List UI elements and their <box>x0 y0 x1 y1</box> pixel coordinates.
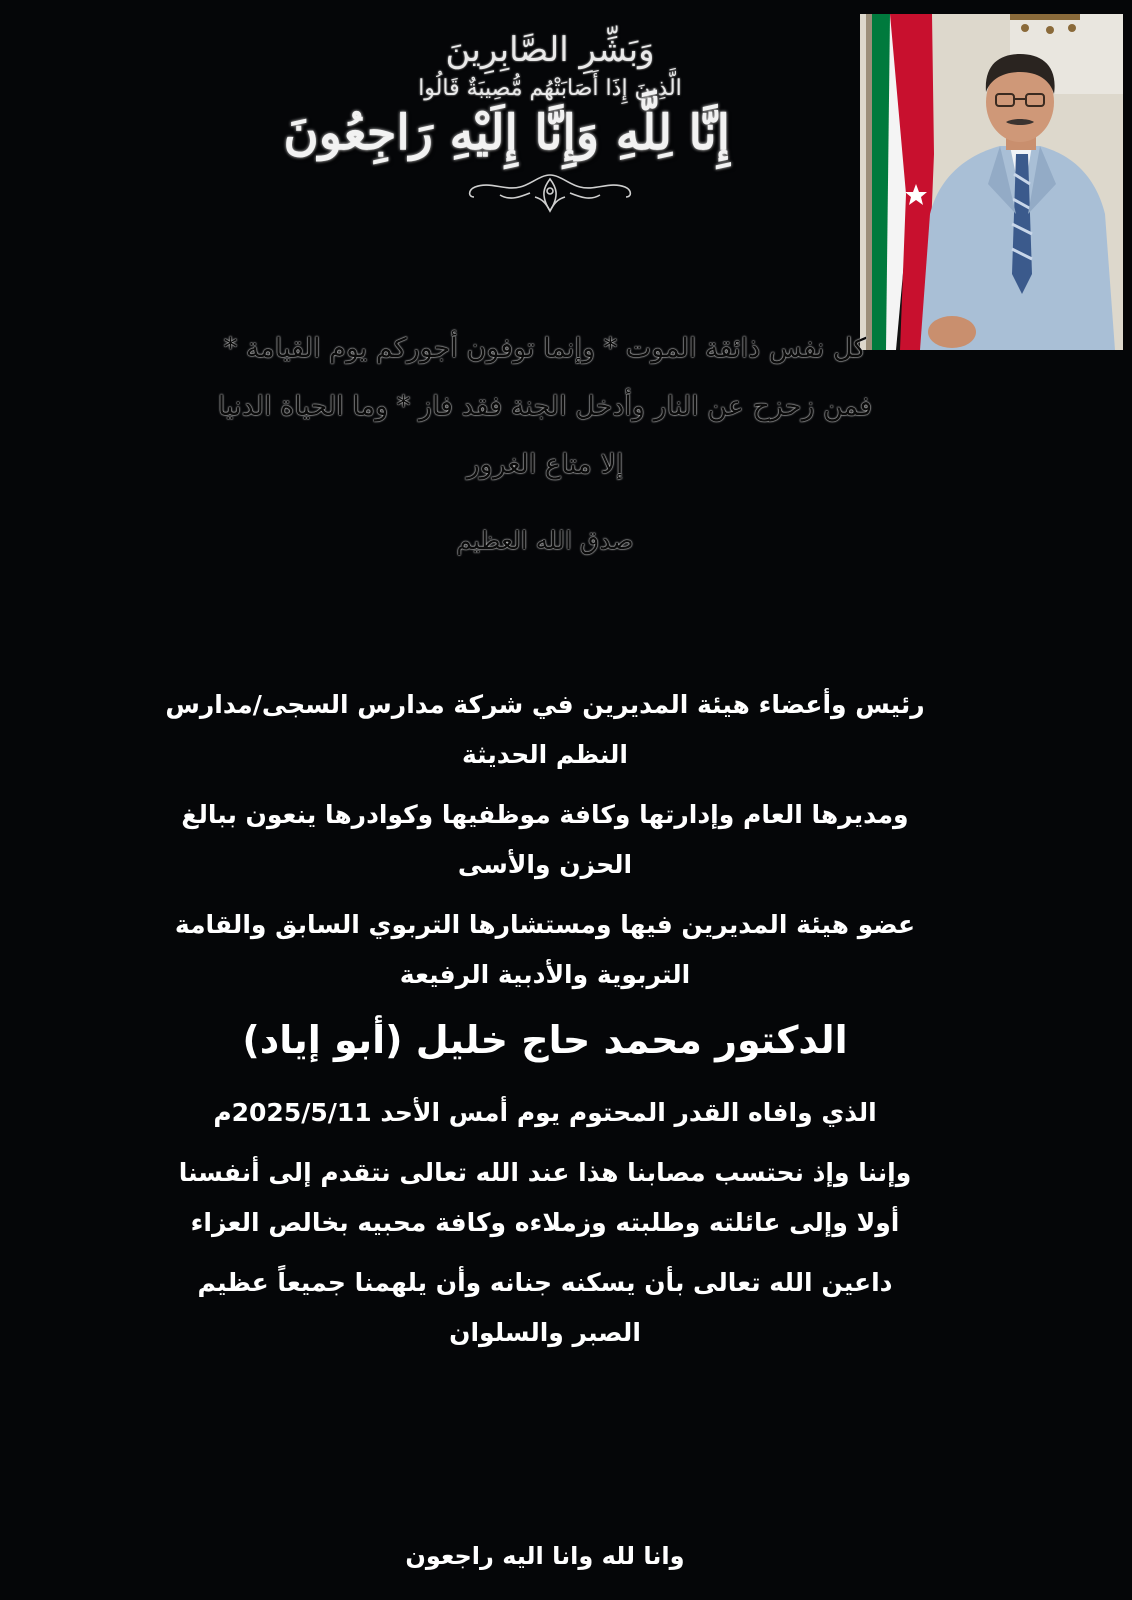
ornament-flourish-icon <box>460 167 640 217</box>
quran-verse-text: كل نفس ذائقة الموت * وإنما توفون أجوركم يوم القيامة * فمن زحزح عن النار وأدخل الجنة فقد فاز * وما الحياة الدنيا إلا متاع الغرور <box>217 333 873 480</box>
quran-verse-block <box>210 320 880 570</box>
sadaq-allah-text: صدق الله العظيم <box>456 526 634 555</box>
closing-verse: وانا لله وانا اليه راجعون <box>405 1542 685 1570</box>
announcement-paragraph-4: الذي وافاه القدر المحتوم يوم أمس الأحد 2025/5/11م <box>213 1098 877 1127</box>
portrait-illustration <box>860 14 1123 350</box>
announcement-paragraph-3: عضو هيئة المديرين فيها ومستشارها التربوي السابق والقامة التربوية والأدبية الرفيعة <box>174 910 916 989</box>
announcement-paragraph-1: رئيس وأعضاء هيئة المديرين في شركة مدارس السجى/مدارس النظم الحديثة <box>165 690 925 769</box>
announcement-paragraph-2: ومديرها العام وإدارتها وكافة موظفيها وكوادرها ينعون ببالغ الحزن والأسى <box>181 800 909 879</box>
obituary-announcement <box>160 680 930 1368</box>
verse-line-1: وَبَشِّرِ الصَّابِرِينَ <box>445 30 655 70</box>
deceased-name: الدكتور محمد حاج خليل (أبو إياد) <box>242 1018 848 1062</box>
verse-line-3: إِنَّا لِلَّهِ وَإِنَّا إِلَيْهِ رَاجِعُونَ <box>283 105 730 161</box>
verse-line-2: الَّذِينَ إِذَا أَصَابَتْهُم مُّصِيبَةٌ قَالُوا <box>418 76 682 101</box>
portrait-photo <box>860 14 1123 350</box>
quran-calligraphy-header <box>283 18 730 288</box>
announcement-paragraph-5: وإننا وإذ نحتسب مصابنا هذا عند الله تعالى نتقدم إلى أنفسنا أولا وإلى عائلته وطلبته وزملاءه وكافة محبيه بخالص العزاء <box>178 1158 912 1237</box>
announcement-paragraph-6: داعين الله تعالى بأن يسكنه جنانه وأن يلهمنا جميعاً عظيم الصبر والسلوان <box>197 1268 893 1347</box>
